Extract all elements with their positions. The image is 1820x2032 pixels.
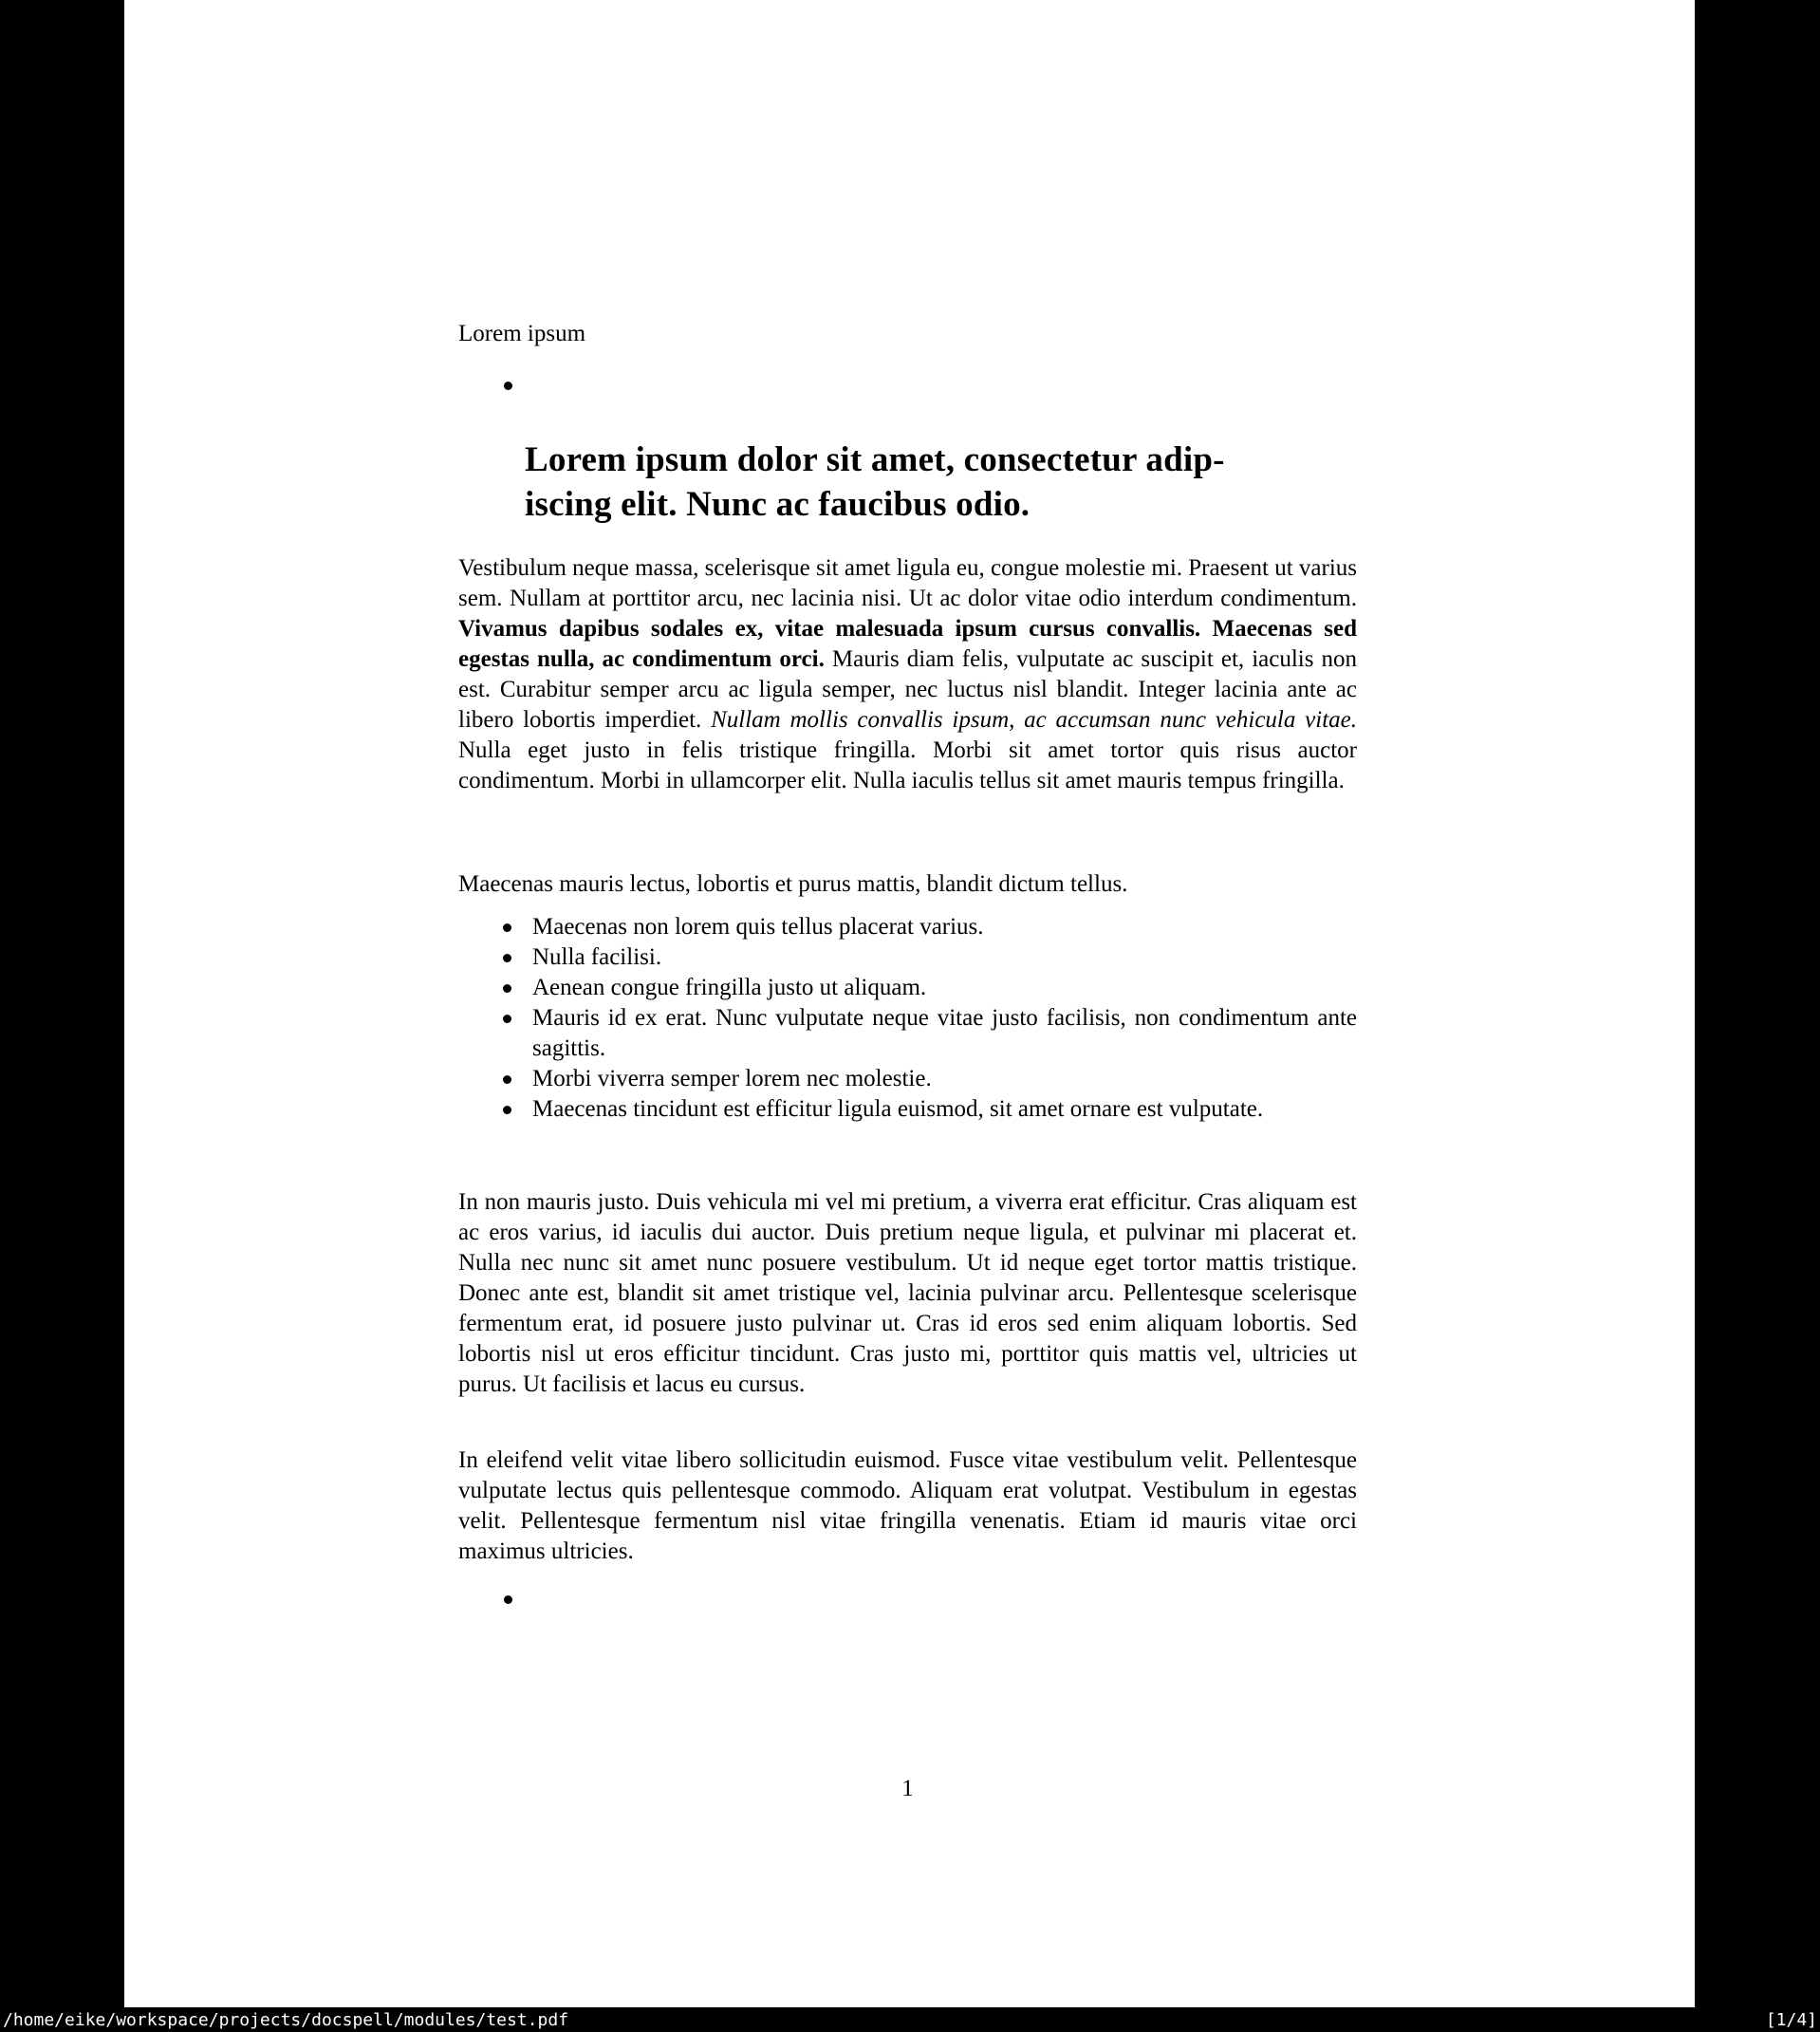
list-item: Mauris id ex erat. Nunc vulputate neque vitae justo facilisis, non condimentum ante sagittis.: [458, 1003, 1357, 1064]
paragraph-1-segment-bold: Vivamus dapibus sodales ex, vitae malesuada ipsum cursus convallis. Maecenas sed egestas nulla, ac condimentum orci.: [458, 616, 1357, 672]
list-item: Maecenas tincidunt est efficitur ligula euismod, sit amet ornare est vulputate.: [458, 1094, 1357, 1125]
paragraph-1-segment-normal: Nulla eget justo in felis tristique fringilla. Morbi sit amet tortor quis risus auctor condimentum. Morbi in ullamcorper elit. Nulla iaculis tellus sit amet mauris tempus fringilla.: [458, 737, 1357, 793]
paragraph-1-segment-italic: Nullam mollis convallis ipsum, ac accumsan nunc vehicula vitae.: [711, 707, 1357, 733]
list-item: Maecenas non lorem quis tellus placerat varius.: [458, 912, 1357, 942]
bullet-list: [458, 912, 1357, 1125]
list-item: Aenean congue fringilla justo ut aliquam.: [458, 973, 1357, 1003]
pdf-page[interactable]: [124, 0, 1695, 2007]
paragraph-1-segment-normal: Mauris diam felis, vulputate ac suscipit et, iaculis non est. Curabitur semper arcu ac ligula semper, nec luctus nisl blandit. Integer lacinia ante ac libero lobortis imperdiet.: [458, 646, 1357, 733]
page-indicator: [1/4]: [1765, 2009, 1817, 2030]
list-item: Nulla facilisi.: [458, 942, 1357, 973]
empty-bullet-marker: [504, 382, 512, 390]
page-number: 1: [901, 1776, 914, 1801]
file-path: /home/eike/workspace/projects/docspell/modules/test.pdf: [3, 2009, 569, 2030]
heading-line-1: Lorem ipsum dolor sit amet, consectetur adip-: [525, 440, 1225, 479]
heading-line-2: iscing elit. Nunc ac faucibus odio.: [525, 485, 1031, 524]
paragraph-4: In eleifend velit vitae libero sollicitudin euismod. Fusce vitae vestibulum velit. Pellentesque vulputate lectus quis pellentesque commodo. Aliquam erat volutpat. Vestibulum in egestas velit. Pellentesque fermentum nisl vitae fringilla venenatis. Etiam id mauris vitae orci maximus ultricies.: [458, 1447, 1357, 1564]
paragraph-3: In non mauris justo. Duis vehicula mi vel mi pretium, a viverra erat efficitur. Cras aliquam est ac eros varius, id iaculis dui auctor. Duis pretium neque ligula, et pulvinar mi placerat et. Nulla nec nunc sit amet nunc posuere vestibulum. Ut id neque eget tortor mattis tristique. Donec ante est, blandit sit amet tristique vel, lacinia pulvinar arcu. Pellentesque scelerisque fermentum erat, id posuere justo pulvinar ut. Cras id eros sed enim aliquam lobortis. Sed lobortis nisl ut eros efficitur tincidunt. Cras justo mi, porttitor quis mattis vel, ultricies ut purus. Ut facilisis et lacus eu cursus.: [458, 1189, 1357, 1397]
paragraph-1-segment-normal: Vestibulum neque massa, scelerisque sit amet ligula eu, congue molestie mi. Praesent ut varius sem. Nullam at porttitor arcu, nec lacinia nisi. Ut ac dolor vitae odio interdum condimentum.: [458, 555, 1357, 611]
list-item: Morbi viverra semper lorem nec molestie.: [458, 1064, 1357, 1094]
status-bar: [0, 2007, 1820, 2032]
empty-bullet-marker-2: [504, 1595, 512, 1604]
paragraph-2: Maecenas mauris lectus, lobortis et purus mattis, blandit dictum tellus.: [458, 871, 1128, 897]
paragraph-1: [458, 553, 1357, 796]
document-heading: [525, 438, 1225, 527]
intro-line: Lorem ipsum: [458, 321, 586, 346]
